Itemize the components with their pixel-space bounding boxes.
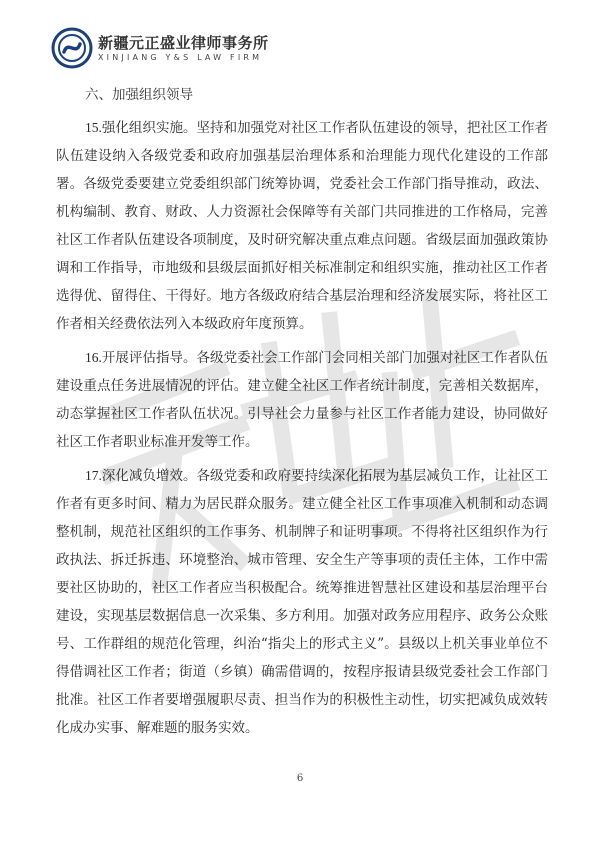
- paragraph-17: [56, 462, 548, 742]
- paragraph-16: [56, 344, 548, 456]
- paragraph-15: [56, 114, 548, 338]
- paragraph-text: 强化组织实施。坚持和加强党对社区工作者队伍建设的领导，把社区工作者队伍建设纳入各级党委和政府加强基层治理体系和治理能力现代化建设的工作部署。各级党委要建立党委组织部门统筹协调，党委社会工作部门指导推动，政法、机构编制、教育、财政、人力资源社会保障等有关部门共同推进的工作格局，完善社区工作者队伍建设各项制度，及时研究解决重点难点问题。省级层面加强政策协调和工作指导，市地级和县级层面抓好相关标准制定和组织实施，推动社区工作者选得优、留得住、干得好。地方各级政府结合基层治理和经济发展实际，将社区工作者相关经费依法列入本级政府年度预算。: [56, 120, 548, 332]
- firm-logo-icon: [50, 26, 94, 70]
- paragraph-number: 16.: [85, 350, 102, 365]
- paragraph-text: 开展评估指导。各级党委社会工作部门会同相关部门加强对社区工作者队伍建设重点任务进展情况的评估。建立健全社区工作者统计制度，完善相关数据库，动态掌握社区工作者队伍状况。引导社会力量参与社区工作者能力建设，协同做好社区工作者职业标准开发等工作。: [56, 350, 548, 450]
- paragraph-text: 深化减负增效。各级党委和政府要持续深化拓展为基层减负工作，让社区工作者有更多时间、精力为居民群众服务。建立健全社区工作事项准入机制和动态调整机制，规范社区组织的工作事务、机制牌子和证明事项。不得将社区组织作为行政执法、拆迁拆违、环境整治、城市管理、安全生产等事项的责任主体，工作中需要社区协助的，社区工作者应当积极配合。统筹推进智慧社区建设和基层治理平台建设，实现基层数据信息一次采集、多方利用。加强对政务应用程序、政务公众账号、工作群组的规范化管理，纠治“指尖上的形式主义”。县级以上机关事业单位不得借调社区工作者；街道（乡镇）确需借调的，按程序报请县级党委社会工作部门批准。社区工作者要增强履职尽责、担当作为的积极性主动性，切实把减负成效转化成办实事、解难题的服务实效。: [56, 468, 548, 736]
- page-header: [50, 26, 530, 74]
- page-number: 6: [296, 773, 304, 784]
- firm-name-cn: 新疆元正盛业律师事务所: [98, 34, 269, 52]
- paragraph-number: 17.: [85, 468, 102, 483]
- paragraph-number: 15.: [85, 120, 102, 135]
- document-body: [56, 82, 548, 748]
- firm-name-en: XINJIANG Y&S LAW FIRM: [98, 53, 263, 62]
- section-heading: 六、加强组织领导: [85, 87, 193, 103]
